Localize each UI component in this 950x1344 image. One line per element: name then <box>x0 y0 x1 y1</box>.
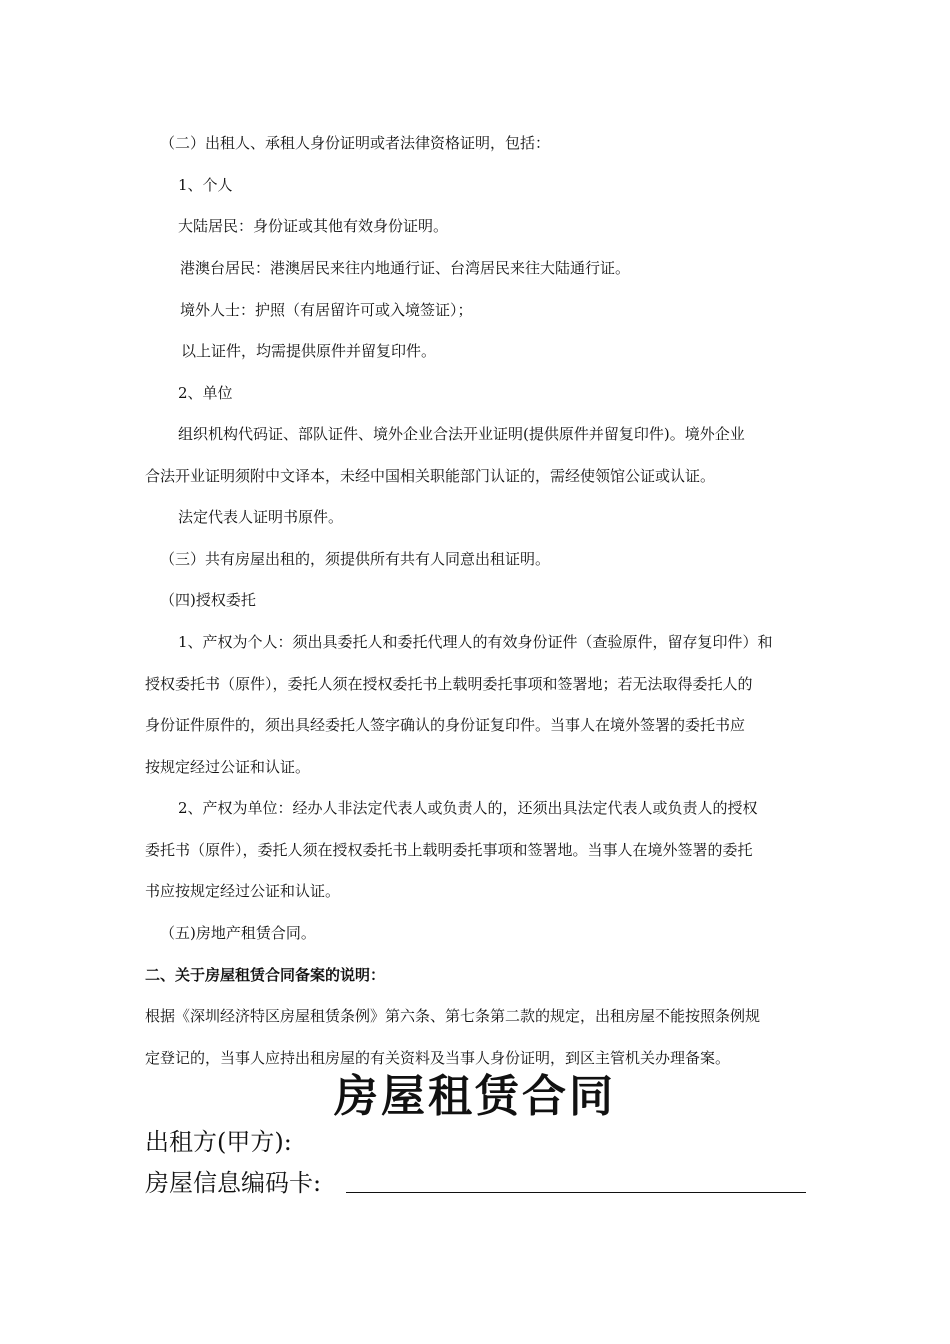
auth-entity-line2: 委托书（原件），委托人须在授权委托书上载明委托事项和签署地。当事人在境外签署的委托 <box>145 841 753 859</box>
item-entity: 2、单位 <box>178 384 233 402</box>
mainland-residents: 大陆居民：身份证或其他有效身份证明。 <box>178 217 449 235</box>
section-5-heading: （五)房地产租赁合同。 <box>160 924 316 942</box>
auth-individual-line2: 授权委托书（原件），委托人须在授权委托书上载明委托事项和签署地；若无法取得委托人的 <box>145 675 753 693</box>
hk-macao-taiwan-residents: 港澳台居民：港澳居民来往内地通行证、台湾居民来往大陆通行证。 <box>180 259 631 277</box>
house-code-blank-line <box>346 1192 806 1193</box>
auth-individual-line1: 1、产权为个人：须出具委托人和委托代理人的有效身份证件（查验原件，留存复印件）和 <box>178 633 773 651</box>
foreigners: 境外人士：护照（有居留许可或入境签证）； <box>180 301 473 319</box>
filing-notes-line1: 根据《深圳经济特区房屋租赁条例》第六条、第七条第二款的规定，出租房屋不能按照条例规 <box>145 1007 761 1025</box>
section-2-heading: （二）出租人、承租人身份证明或者法律资格证明，包括： <box>160 134 551 152</box>
house-code-label: 房屋信息编码卡: <box>145 1169 322 1197</box>
legal-rep-certificate: 法定代表人证明书原件。 <box>178 508 344 526</box>
auth-individual-line3: 身份证件原件的，须出具经委托人签字确认的身份证复印件。当事人在境外签署的委托书应 <box>145 716 746 734</box>
filing-notes-line2: 定登记的，当事人应持出租房屋的有关资料及当事人身份证明，到区主管机关办理备案。 <box>145 1049 731 1067</box>
lessor-label: 出租方(甲方): <box>145 1128 292 1156</box>
copy-requirement: 以上证件，均需提供原件并留复印件。 <box>181 342 437 360</box>
section-4-heading: （四)授权委托 <box>160 591 256 609</box>
section-3-heading: （三）共有房屋出租的，须提供所有共有人同意出租证明。 <box>160 550 551 568</box>
entity-docs-line2: 合法开业证明须附中文译本，未经中国相关职能部门认证的，需经使领馆公证或认证。 <box>145 467 716 485</box>
auth-individual-line4: 按规定经过公证和认证。 <box>145 758 311 776</box>
item-individual: 1、个人 <box>178 176 233 194</box>
filing-notes-heading: 二、关于房屋租赁合同备案的说明： <box>145 966 386 984</box>
auth-entity-line3: 书应按规定经过公证和认证。 <box>145 882 341 900</box>
auth-entity-line1: 2、产权为单位：经办人非法定代表人或负责人的，还须出具法定代表人或负责人的授权 <box>178 799 758 817</box>
entity-docs-line1: 组织机构代码证、部队证件、境外企业合法开业证明(提供原件并留复印件)。境外企业 <box>178 425 745 443</box>
contract-title: 房屋租赁合同 <box>334 1071 616 1122</box>
